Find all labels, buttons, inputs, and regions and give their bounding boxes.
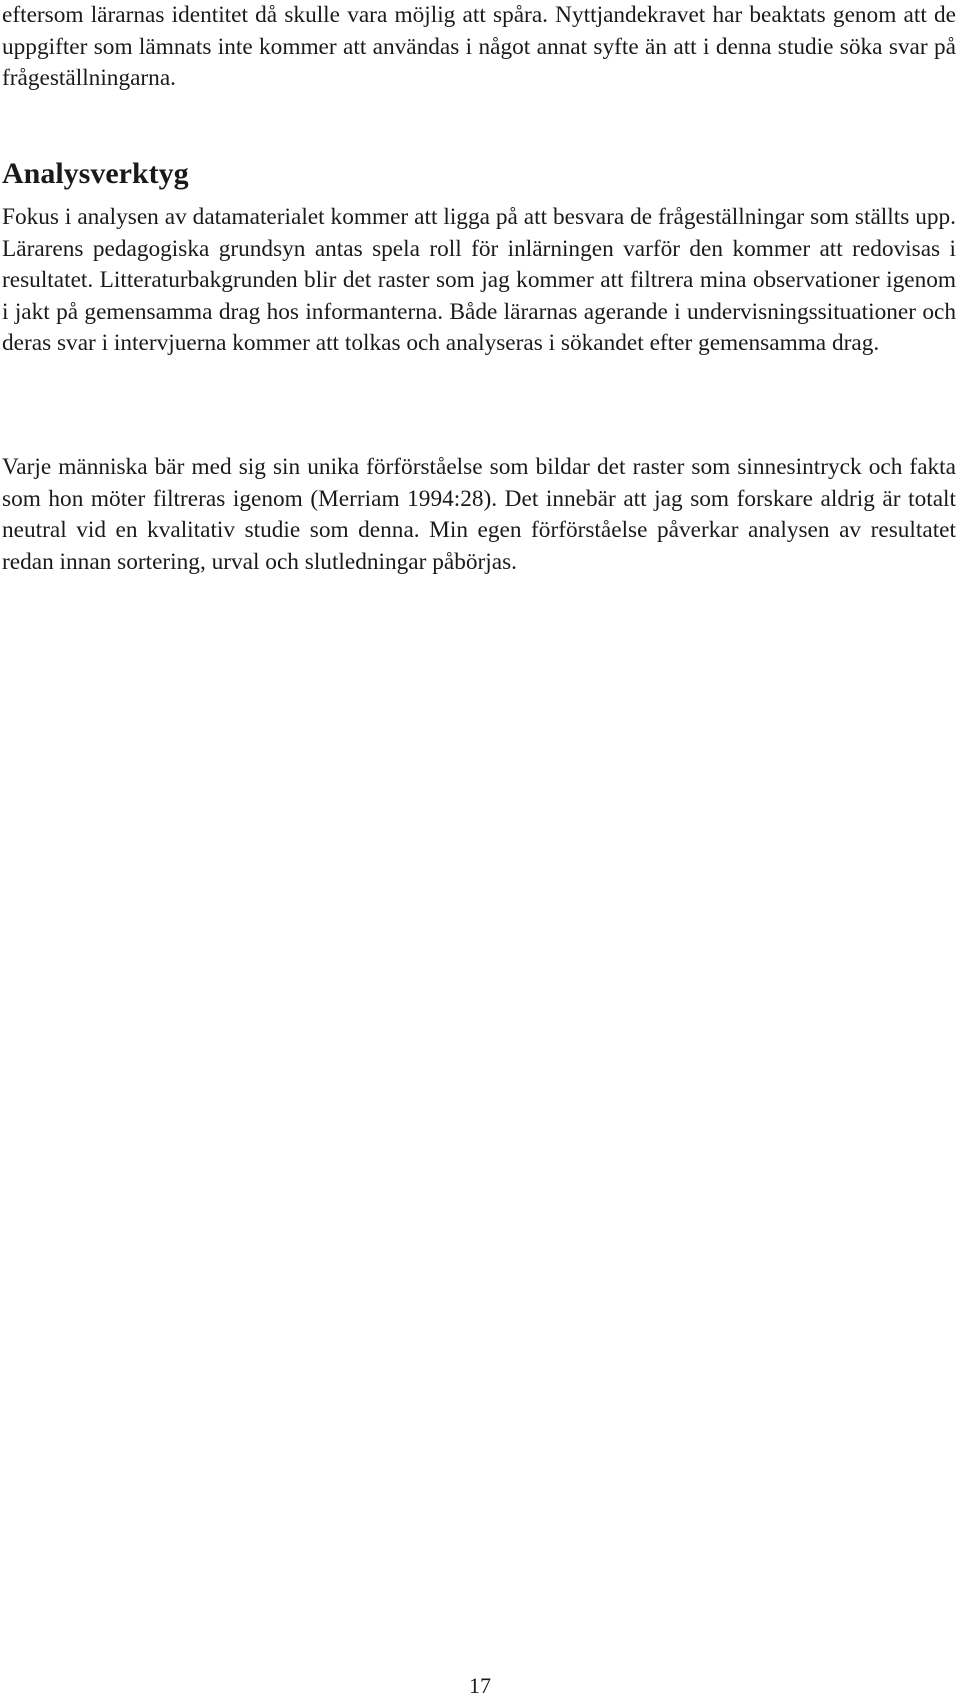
paragraph-analysis: Fokus i analysen av datamaterialet kommer att ligga på att besvara de frågeställningar som ställts upp. Lärarens pedagogiska grundsyn antas spela roll för inlärningen varför den kommer att redovisas i resultatet. Litteraturbakgrunden blir det raster som jag kommer att filtrera mina observationer igenom i jakt på gemensamma drag hos informanterna. Både lärarnas agerande i undervisningssituationer och deras svar i intervjuerna kommer att tolkas och analyseras i sökandet efter gemensamma drag. xyxy=(2,204,956,356)
page-number: 17 xyxy=(469,1673,491,1698)
paragraph-intro: eftersom lärarnas identitet då skulle vara möjlig att spåra. Nyttjandekravet har beaktats genom att de uppgifter som lämnats inte kommer att användas i något annat syfte än att i denna studie söka svar på frågeställningarna. xyxy=(2,2,956,91)
paragraph-preunderstanding: Varje människa bär med sig sin unika förförståelse som bildar det raster som sinnesintryck och fakta som hon möter filtreras igenom (Merriam 1994:28). Det innebär att jag som forskare aldrig är totalt neutral vid en kvalitativ studie som denna. Min egen förförståelse påverkar analysen av resultatet redan innan sortering, urval och slutledningar påbörjas. xyxy=(2,454,956,575)
section-heading: Analysverktyg xyxy=(2,157,189,190)
